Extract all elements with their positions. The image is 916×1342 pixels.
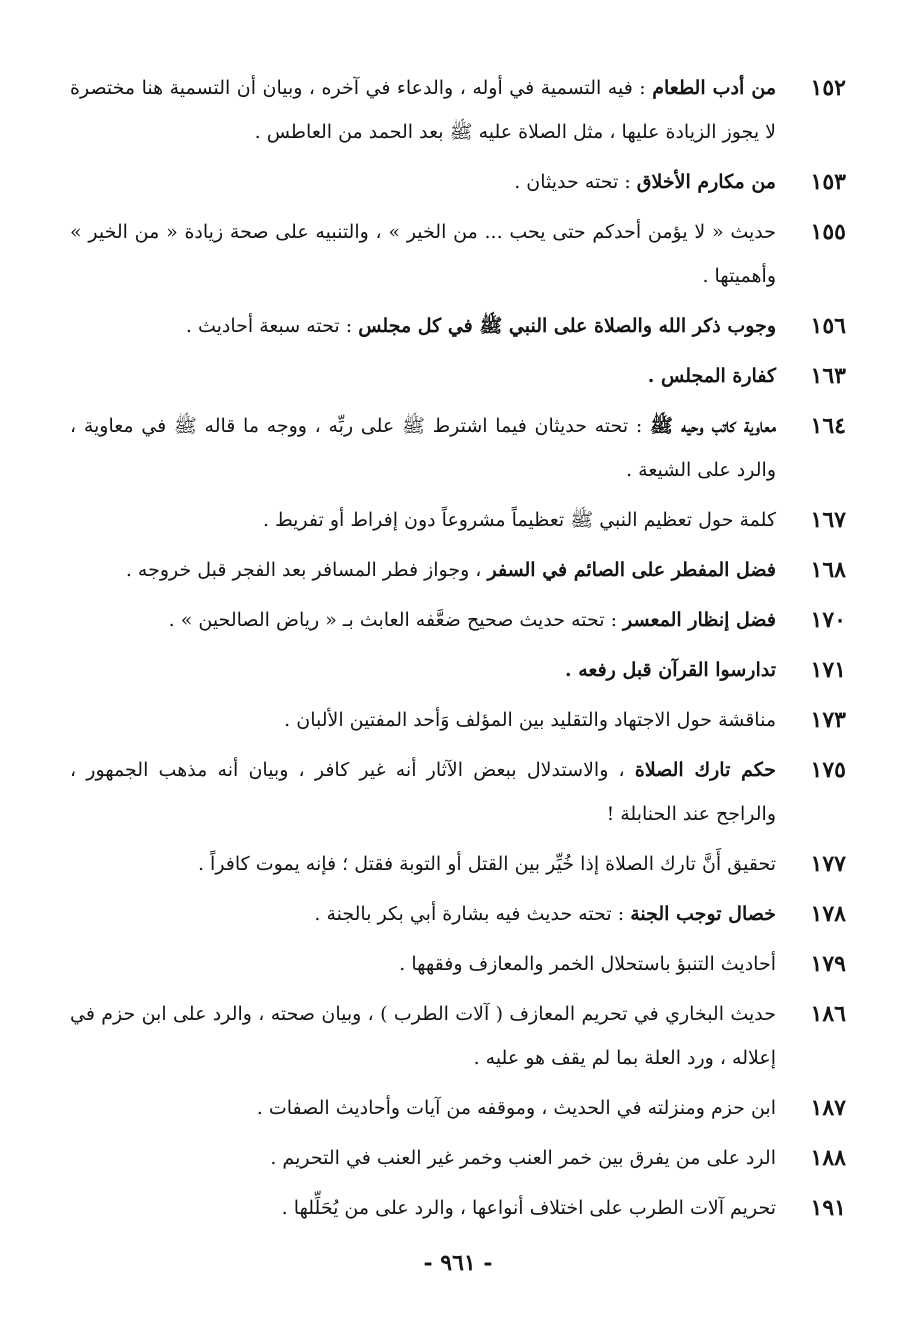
entry-heading: حكم تارك الصلاة [634,759,776,781]
entry-page-number: ١٥٣ [810,169,846,195]
entry-page-number: ١٥٥ [810,219,846,245]
entry-heading: من مكارم الأخلاق [636,171,776,193]
page-number: - ٩٦١ - [423,1250,493,1276]
entry-text [70,698,776,742]
entry-page-number: ١٥٢ [810,75,846,101]
index-entry [70,748,846,836]
entry-page-number: ١٧١ [810,657,846,683]
entry-text [70,842,776,886]
entry-page-number: ١٧٣ [810,707,846,733]
entry-text [70,498,776,542]
entry-page-number: ١٧٩ [810,951,846,977]
entry-page-number: ١٦٣ [810,363,846,389]
entry-description: : فيه التسمية في أوله ، والدعاء في آخره ، وبيان أن التسمية هنا مختصرة لا يجوز الزيادة عليها ، مثل الصلاة عليه ﷺ بعد الحمد من العاطس . [70,77,776,143]
entry-description: حديث « لا يؤمن أحدكم حتى يحب ... من الخير » ، والتنبيه على صحة زيادة « من الخير » وأهميتها . [70,221,776,287]
index-entry [70,1086,846,1130]
entry-heading: وجوب ذكر الله والصلاة على النبي ﷺ في كل مجلس [358,315,776,337]
entry-text [70,304,776,348]
entry-page-number: ١٦٨ [810,557,846,583]
entry-description: : تحته حديث فيه بشارة أبي بكر بالجنة . [314,903,631,925]
entry-page-number: ١٧٨ [810,901,846,927]
index-entry [70,842,846,886]
entry-heading: فضل إنظار المعسر [623,609,776,631]
entry-heading: كفارة المجلس . [647,365,776,387]
entry-description: تحقيق أَنَّ تارك الصلاة إذا خُيِّر بين القتل أو التوبة فقتل ؛ فإنه يموت كافراً . [197,853,776,875]
entry-text [70,648,776,692]
entry-text [70,992,776,1080]
entry-description: أحاديث التنبؤ باستحلال الخمر والمعازف وفقهها . [399,953,776,975]
index-entry [70,404,846,492]
entry-heading: معاوية كاتب وحيه ﷺ [649,415,776,437]
entry-description: حديث البخاري في تحريم المعازف ( آلات الطرب ) ، وبيان صحته ، والرد على ابن حزم في إعلاله ، ورد العلة بما لم يقف هو عليه . [70,1003,776,1069]
index-entry [70,160,846,204]
entry-description: ، وجواز فطر المسافر بعد الفجر قبل خروجه . [125,559,488,581]
index-entry [70,992,846,1080]
entry-description: : تحته سبعة أحاديث . [185,315,359,337]
entry-page-number: ١٦٤ [810,413,846,439]
entry-page-number: ١٨٨ [810,1145,846,1171]
entry-text [70,210,776,298]
index-entry [70,648,846,692]
entry-text [70,598,776,642]
index-entry [70,210,846,298]
index-entry [70,1186,846,1230]
entry-description: ابن حزم ومنزلته في الحديث ، وموقفه من آيات وأحاديث الصفات . [256,1097,776,1119]
entry-page-number: ١٥٦ [810,313,846,339]
entry-page-number: ١٨٦ [810,1001,846,1027]
entry-text [70,748,776,836]
entry-text [70,66,776,154]
entry-text [70,160,776,204]
index-entry [70,942,846,986]
entry-text [70,548,776,592]
entry-description: ، والاستدلال ببعض الآثار أنه غير كافر ، وبيان أنه مذهب الجمهور ، والراجح عند الحنابلة ! [70,759,776,825]
entry-description: : تحته حديثان . [514,171,637,193]
index-entry [70,598,846,642]
index-entry [70,892,846,936]
index-entry [70,304,846,348]
index-entry [70,548,846,592]
entry-text [70,1086,776,1130]
entry-description: كلمة حول تعظيم النبي ﷺ تعظيماً مشروعاً دون إفراط أو تفريط . [263,509,776,531]
entry-page-number: ١٦٧ [810,507,846,533]
index-entry [70,66,846,154]
index-entry [70,498,846,542]
entry-page-number: ١٨٧ [810,1095,846,1121]
entry-heading: تدارسوا القرآن قبل رفعه . [564,659,776,681]
entry-page-number: ١٧٧ [810,851,846,877]
entry-text [70,354,776,398]
entry-description: تحريم آلات الطرب على اختلاف أنواعها ، والرد على من يُحَلِّلها . [281,1197,776,1219]
index-entry [70,354,846,398]
index-entry [70,1136,846,1180]
index-entries [70,66,846,1236]
entry-description: : تحته حديث صحيح ضعَّفه العابث بـ « رياض الصالحين » . [168,609,624,631]
entry-heading: خصال توجب الجنة [630,903,776,925]
entry-description: : تحته حديثان فيما اشترط ﷺ على ربِّه ، ووجه ما قاله ﷺ في معاوية ، والرد على الشيعة . [70,415,776,481]
entry-description: الرد على من يفرق بين خمر العنب وخمر غير العنب في التحريم . [270,1147,776,1169]
entry-heading: من أدب الطعام [652,77,776,99]
entry-text [70,942,776,986]
entry-text [70,1136,776,1180]
entry-description: مناقشة حول الاجتهاد والتقليد بين المؤلف وَأحد المفتين الألبان . [284,709,776,731]
entry-page-number: ١٧٥ [810,757,846,783]
index-entry [70,698,846,742]
entry-page-number: ١٧٠ [810,607,846,633]
entry-page-number: ١٩١ [810,1195,846,1221]
entry-text [70,892,776,936]
entry-heading: فضل المفطر على الصائم في السفر [487,559,776,581]
entry-text [70,404,776,492]
entry-text [70,1186,776,1230]
